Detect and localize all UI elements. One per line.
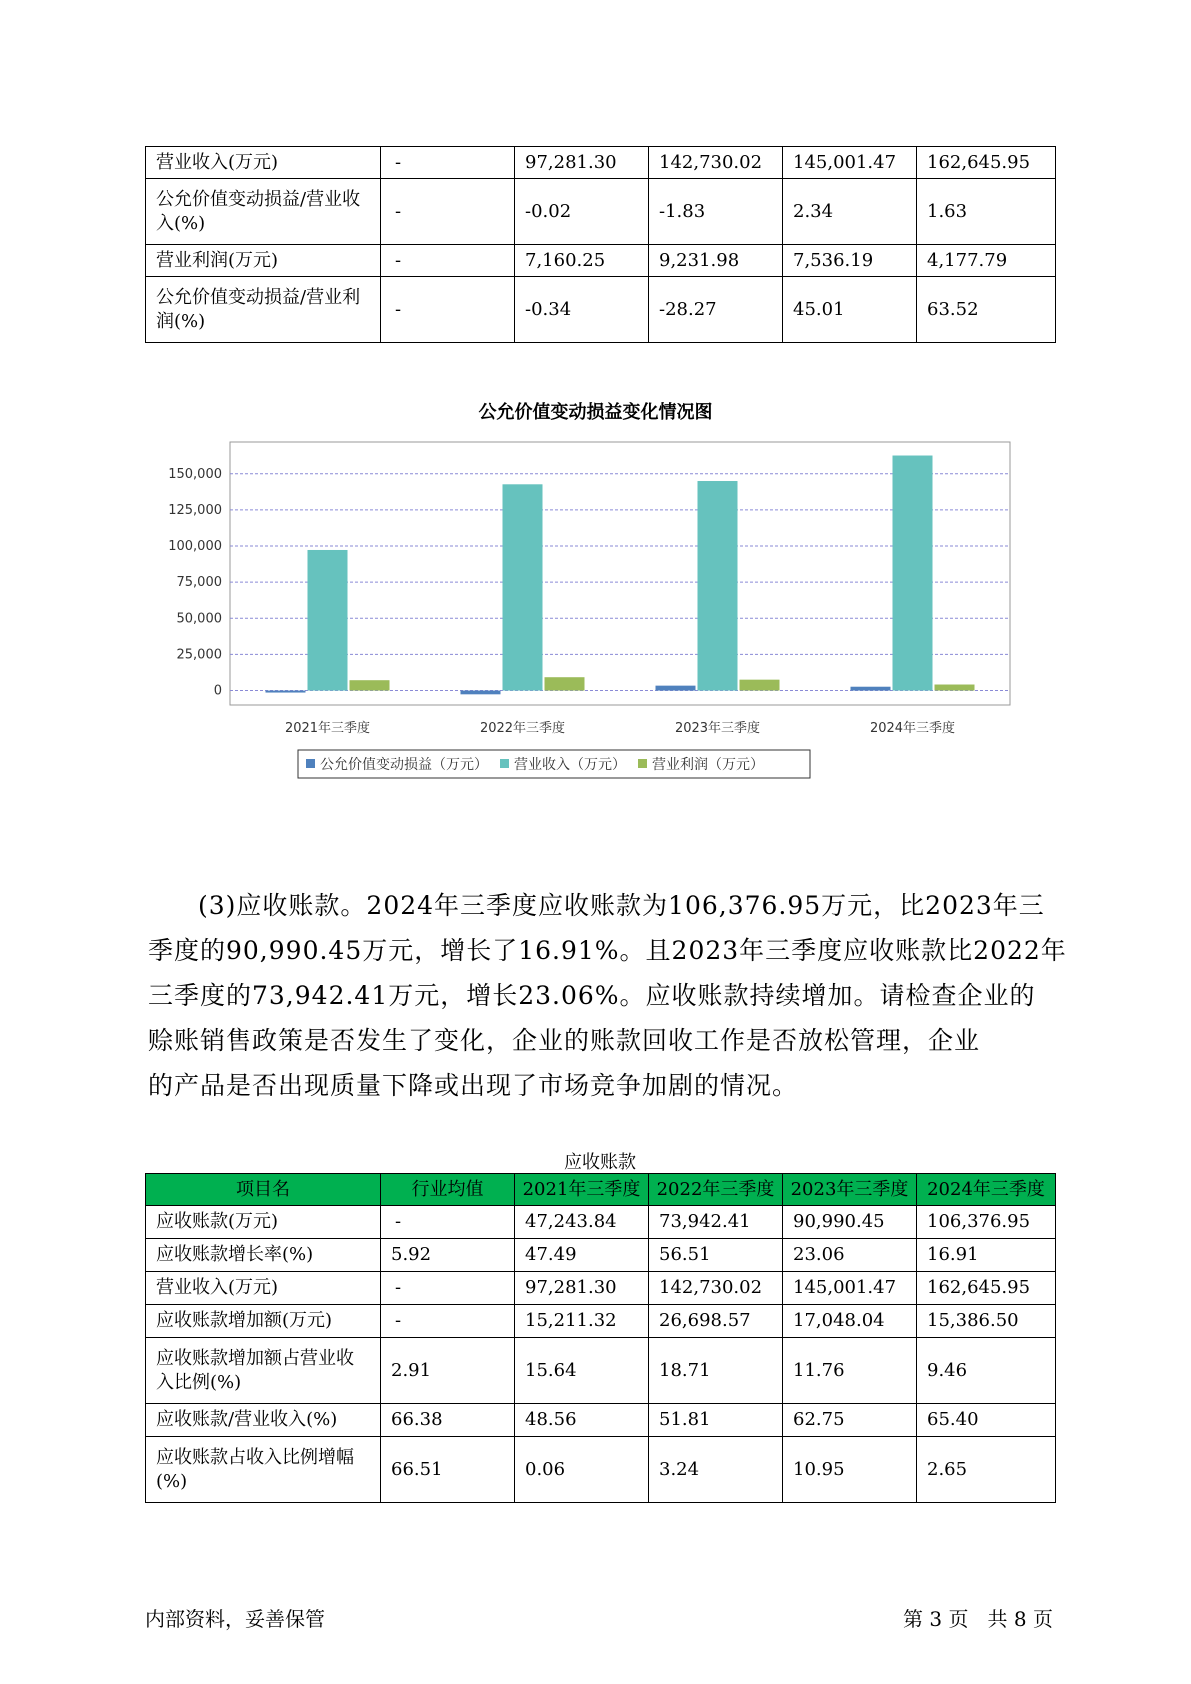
row-label: 应收账款增加额(万元) (146, 1305, 381, 1338)
header-2022: 2022年三季度 (649, 1174, 783, 1206)
table-row (146, 1404, 1056, 1437)
value-2022-cell: 51.81 (649, 1404, 783, 1437)
table-row (146, 1305, 1056, 1338)
legend-swatch (306, 759, 315, 768)
value-2021-cell: 47,243.84 (515, 1206, 649, 1239)
value-2023-cell: 23.06 (783, 1239, 917, 1272)
x-tick-label: 2021年三季度 (284, 721, 371, 736)
value-2022-cell: 142,730.02 (649, 1272, 783, 1305)
header-item: 项目名 (146, 1174, 381, 1206)
industry-avg-cell: 2.91 (381, 1338, 515, 1404)
paragraph-line: (3)应收账款。2024年三季度应收账款为106,376.95万元，比2023年三 (198, 891, 1045, 920)
industry-avg-cell: 5.92 (381, 1239, 515, 1272)
table-row (146, 1206, 1056, 1239)
value-2021-cell: 47.49 (515, 1239, 649, 1272)
value-2022-cell: 26,698.57 (649, 1305, 783, 1338)
paragraph-line: 三季度的73,942.41万元，增长23.06%。应收账款持续增加。请检查企业的 (148, 981, 1036, 1010)
y-tick-label: 125,000 (168, 502, 222, 518)
y-tick-label: 25,000 (176, 647, 222, 663)
table-row (146, 1338, 1056, 1404)
value-2023-cell: 17,048.04 (783, 1305, 917, 1338)
y-tick-label: 75,000 (176, 575, 222, 591)
row-label: 公允价值变动损益/营业利润(%) (146, 277, 381, 343)
bar (935, 685, 975, 691)
industry-avg-cell: - (381, 277, 515, 343)
value-2021-cell: -0.34 (515, 277, 649, 343)
header-2024: 2024年三季度 (917, 1174, 1056, 1206)
bar (266, 691, 306, 693)
value-2023-cell: 145,001.47 (783, 147, 917, 179)
row-label: 营业收入(万元) (146, 1272, 381, 1305)
bar (308, 550, 348, 691)
value-2022-cell: 56.51 (649, 1239, 783, 1272)
legend-label: 营业利润（万元） (652, 757, 764, 773)
x-tick-label: 2023年三季度 (674, 721, 761, 736)
y-tick-label: 0 (213, 683, 222, 699)
bar (461, 691, 501, 695)
row-label: 应收账款增加额占营业收入比例(%) (146, 1338, 381, 1404)
value-2021-cell: 7,160.25 (515, 245, 649, 277)
bar (503, 484, 543, 690)
value-2022-cell: 73,942.41 (649, 1206, 783, 1239)
value-2022-cell: 18.71 (649, 1338, 783, 1404)
value-2024-cell: 162,645.95 (917, 147, 1056, 179)
chart-title: 公允价值变动损益变化情况图 (478, 402, 713, 423)
table-row (146, 1437, 1056, 1503)
industry-avg-cell: - (381, 147, 515, 179)
industry-avg-cell: - (381, 245, 515, 277)
value-2024-cell: 9.46 (917, 1338, 1056, 1404)
y-tick-label: 150,000 (168, 466, 222, 482)
value-2024-cell: 4,177.79 (917, 245, 1056, 277)
bar (893, 456, 933, 691)
table-row (146, 277, 1056, 343)
value-2023-cell: 145,001.47 (783, 1272, 917, 1305)
industry-avg-cell: - (381, 1272, 515, 1305)
value-2023-cell: 7,536.19 (783, 245, 917, 277)
industry-avg-cell: - (381, 1206, 515, 1239)
table-row (146, 147, 1056, 179)
value-2021-cell: 48.56 (515, 1404, 649, 1437)
value-2022-cell: 3.24 (649, 1437, 783, 1503)
value-2023-cell: 62.75 (783, 1404, 917, 1437)
legend-swatch (638, 759, 647, 768)
legend-label: 公允价值变动损益（万元） (320, 757, 488, 773)
value-2023-cell: 90,990.45 (783, 1206, 917, 1239)
legend-label: 营业收入（万元） (514, 757, 626, 773)
value-2024-cell: 1.63 (917, 179, 1056, 245)
industry-avg-cell: 66.38 (381, 1404, 515, 1437)
table-row (146, 1239, 1056, 1272)
bar (350, 680, 390, 690)
receivables-table (145, 1173, 1056, 1503)
value-2022-cell: -28.27 (649, 277, 783, 343)
industry-avg-cell: 66.51 (381, 1437, 515, 1503)
value-2024-cell: 15,386.50 (917, 1305, 1056, 1338)
x-tick-label: 2024年三季度 (869, 721, 956, 736)
value-2023-cell: 10.95 (783, 1437, 917, 1503)
bar (545, 677, 585, 690)
value-2021-cell: 97,281.30 (515, 147, 649, 179)
y-tick-label: 100,000 (168, 539, 222, 555)
value-2024-cell: 106,376.95 (917, 1206, 1056, 1239)
value-2024-cell: 16.91 (917, 1239, 1056, 1272)
header-industry-avg: 行业均值 (381, 1174, 515, 1206)
value-2024-cell: 65.40 (917, 1404, 1056, 1437)
fair-value-chart (140, 430, 1040, 850)
footer-page-number: 第 3 页 共 8 页 (903, 1607, 1053, 1631)
value-2024-cell: 162,645.95 (917, 1272, 1056, 1305)
bar (851, 687, 891, 691)
legend-swatch (500, 759, 509, 768)
industry-avg-cell: - (381, 179, 515, 245)
x-tick-label: 2022年三季度 (479, 721, 566, 736)
value-2022-cell: 9,231.98 (649, 245, 783, 277)
value-2022-cell: 142,730.02 (649, 147, 783, 179)
table-row (146, 1272, 1056, 1305)
paragraph-line: 的产品是否出现质量下降或出现了市场竞争加剧的情况。 (148, 1071, 799, 1100)
row-label: 公允价值变动损益/营业收入(%) (146, 179, 381, 245)
row-label: 应收账款(万元) (146, 1206, 381, 1239)
value-2023-cell: 2.34 (783, 179, 917, 245)
paragraph-line: 赊账销售政策是否发生了变化，企业的账款回收工作是否放松管理，企业 (148, 1026, 981, 1055)
value-2021-cell: -0.02 (515, 179, 649, 245)
value-2024-cell: 63.52 (917, 277, 1056, 343)
row-label: 应收账款增长率(%) (146, 1239, 381, 1272)
industry-avg-cell: - (381, 1305, 515, 1338)
table-header-row (146, 1174, 1056, 1206)
row-label: 应收账款/营业收入(%) (146, 1404, 381, 1437)
row-label: 营业利润(万元) (146, 245, 381, 277)
y-tick-label: 50,000 (176, 611, 222, 627)
value-2021-cell: 97,281.30 (515, 1272, 649, 1305)
fair-value-table (145, 146, 1056, 343)
value-2021-cell: 0.06 (515, 1437, 649, 1503)
paragraph-line: 季度的90,990.45万元，增长了16.91%。且2023年三季度应收账款比2022年 (148, 936, 1067, 965)
value-2023-cell: 45.01 (783, 277, 917, 343)
bar (698, 481, 738, 691)
receivables-paragraph (148, 883, 1067, 1108)
value-2024-cell: 2.65 (917, 1437, 1056, 1503)
footer-confidential-note: 内部资料，妥善保管 (145, 1607, 325, 1631)
bar (656, 686, 696, 691)
value-2023-cell: 11.76 (783, 1338, 917, 1404)
bar (740, 680, 780, 691)
value-2022-cell: -1.83 (649, 179, 783, 245)
table-caption: 应收账款 (564, 1152, 636, 1173)
header-2023: 2023年三季度 (783, 1174, 917, 1206)
value-2021-cell: 15.64 (515, 1338, 649, 1404)
value-2021-cell: 15,211.32 (515, 1305, 649, 1338)
table-row (146, 179, 1056, 245)
row-label: 营业收入(万元) (146, 147, 381, 179)
table-row (146, 245, 1056, 277)
row-label: 应收账款占收入比例增幅(%) (146, 1437, 381, 1503)
header-2021: 2021年三季度 (515, 1174, 649, 1206)
